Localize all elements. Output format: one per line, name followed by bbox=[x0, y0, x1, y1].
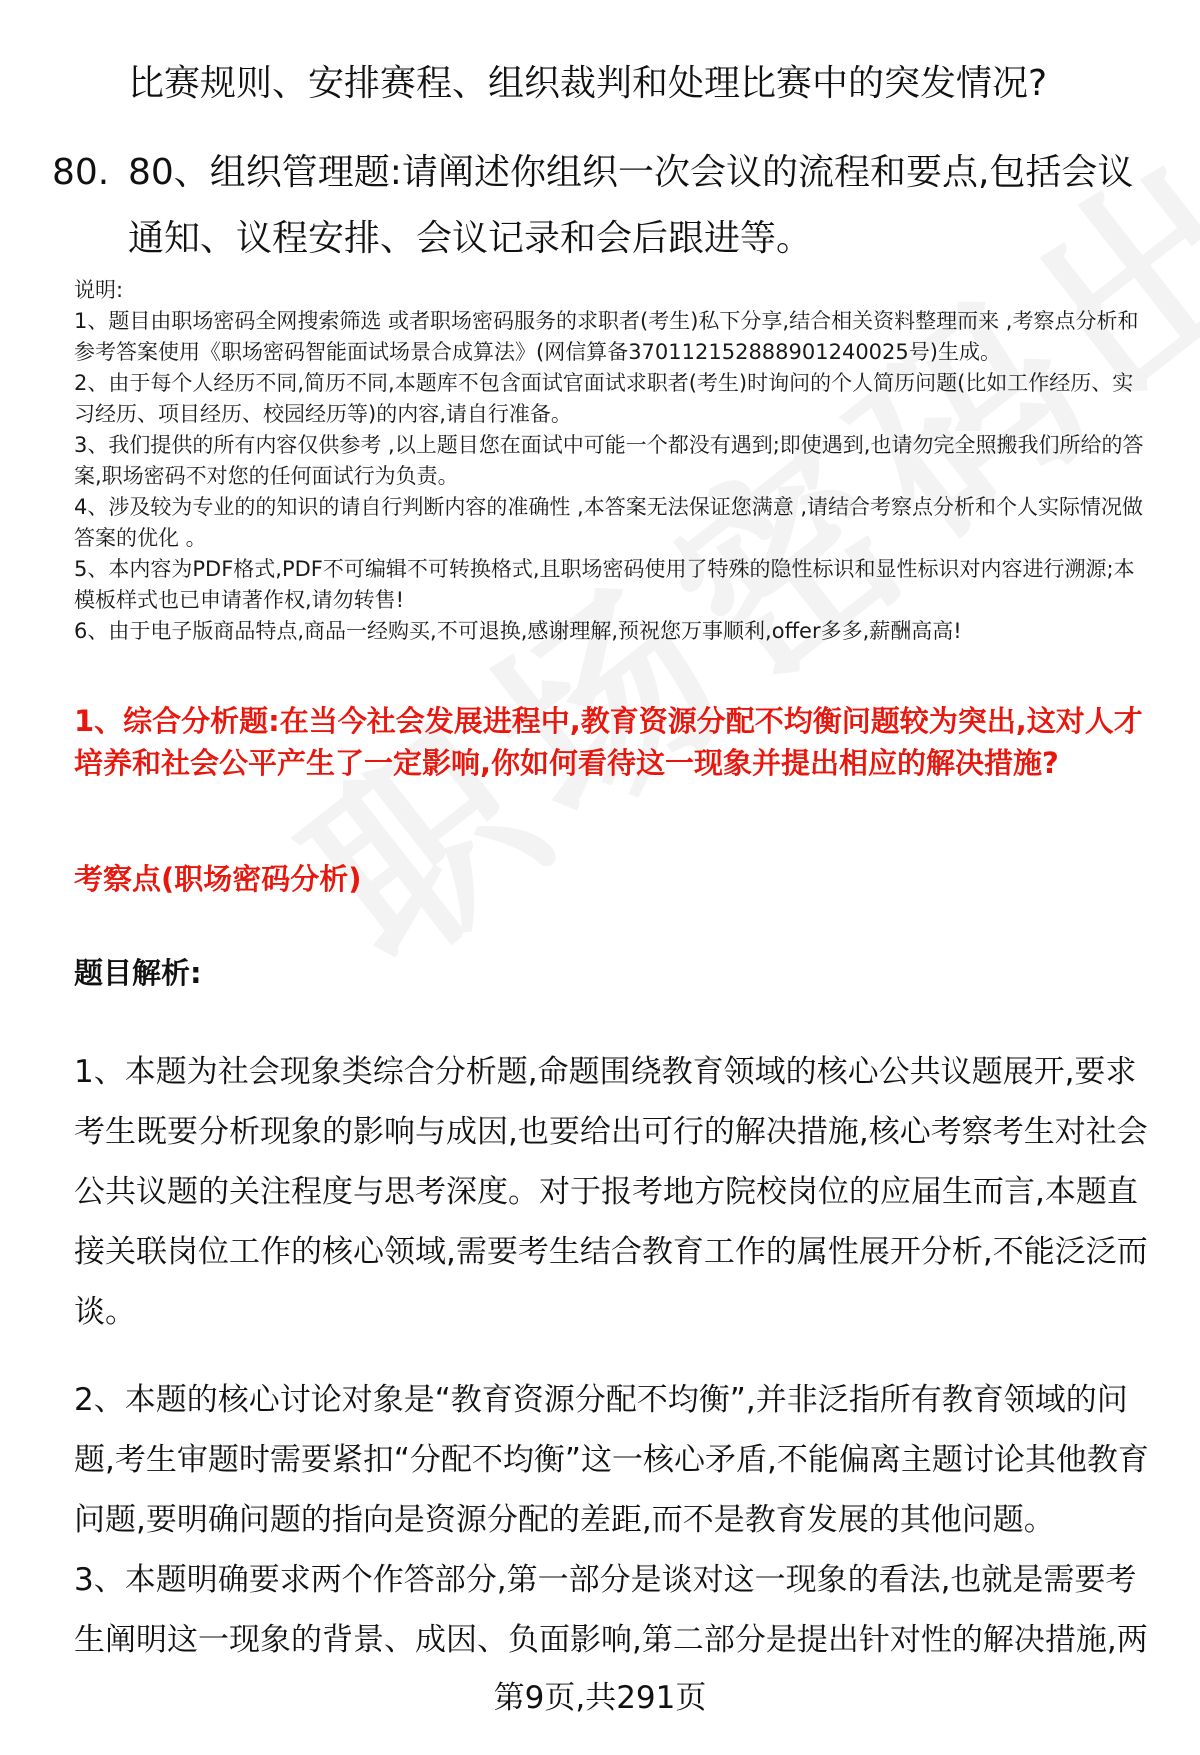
note-item-3: 3、我们提供的所有内容仅供参考 ,以上题目您在面试中可能一个都没有遇到;即使遇到,也请勿完全照搬我们所给的答案,职场密码不对您的任何面试行为负责。 bbox=[74, 433, 1144, 488]
question-80-text: 80、组织管理题:请阐述你组织一次会议的流程和要点,包括会议通知、议程安排、会议记录和会后跟进等。 bbox=[128, 152, 1134, 259]
analysis-heading: 题目解析: bbox=[74, 956, 202, 990]
notes-section bbox=[74, 275, 1154, 647]
note-item-2: 2、由于每个人经历不同,简历不同,本题库不包含面试官面试求职者(考生)时询问的个人简历问题(比如工作经历、实习经历、项目经历、校园经历等)的内容,请自行准备。 bbox=[74, 371, 1134, 426]
notes-title: 说明: bbox=[74, 278, 124, 302]
note-item-5: 5、本内容为PDF格式,PDF不可编辑不可转换格式,且职场密码使用了特殊的隐性标识和显性标识对内容进行溯源;本模板样式也已申请著作权,请勿转售! bbox=[74, 557, 1135, 612]
note-item-1: 1、题目由职场密码全网搜索筛选 或者职场密码服务的求职者(考生)私下分享,结合相关资料整理而来 ,考察点分析和参考答案使用《职场密码智能面试场景合成算法》(网信算备370112152888901240025号)生成。 bbox=[74, 309, 1139, 364]
note-item-4: 4、涉及较为专业的的知识的请自行判断内容的准确性 ,本答案无法保证您满意 ,请结合考察点分析和个人实际情况做答案的优化 。 bbox=[74, 495, 1144, 550]
analysis-paragraph-2: 2、本题的核心讨论对象是“教育资源分配不均衡”,并非泛指所有教育领域的问题,考生审题时需要紧扣“分配不均衡”这一核心矛盾,不能偏离主题讨论其他教育问题,要明确问题的指向是资源分配的差距,而不是教育发展的其他问题。 bbox=[74, 1382, 1149, 1538]
question-1-heading: 1、综合分析题:在当今社会发展进程中,教育资源分配不均衡问题较为突出,这对人才培养和社会公平产生了一定影响,你如何看待这一现象并提出相应的解决措施? bbox=[74, 704, 1143, 780]
continuation-line: 比赛规则、安排赛程、组织裁判和处理比赛中的突发情况? bbox=[128, 63, 1048, 104]
analysis-paragraph-3: 3、本题明确要求两个作答部分,第一部分是谈对这一现象的看法,也就是需要考生阐明这一现象的背景、成因、负面影响,第二部分是提出针对性的解决措施,两 bbox=[74, 1562, 1148, 1658]
analysis-paragraph-1: 1、本题为社会现象类综合分析题,命题围绕教育领域的核心公共议题展开,要求考生既要分析现象的影响与成因,也要给出可行的解决措施,核心考察考生对社会公共议题的关注程度与思考深度。对于报考地方院校岗位的应届生而言,本题直接关联岗位工作的核心领域,需要考生结合教育工作的属性展开分析,不能泛泛而谈。 bbox=[74, 1054, 1148, 1330]
page-number: 第9页,共291页 bbox=[493, 1680, 707, 1716]
note-item-6: 6、由于电子版商品特点,商品一经购买,不可退换,感谢理解,预祝您万事顺利,offer多多,薪酬高高! bbox=[74, 619, 962, 643]
question-80-number: 80. bbox=[52, 152, 110, 193]
focus-point-label: 考察点(职场密码分析) bbox=[74, 862, 362, 896]
question-80 bbox=[52, 140, 1152, 272]
